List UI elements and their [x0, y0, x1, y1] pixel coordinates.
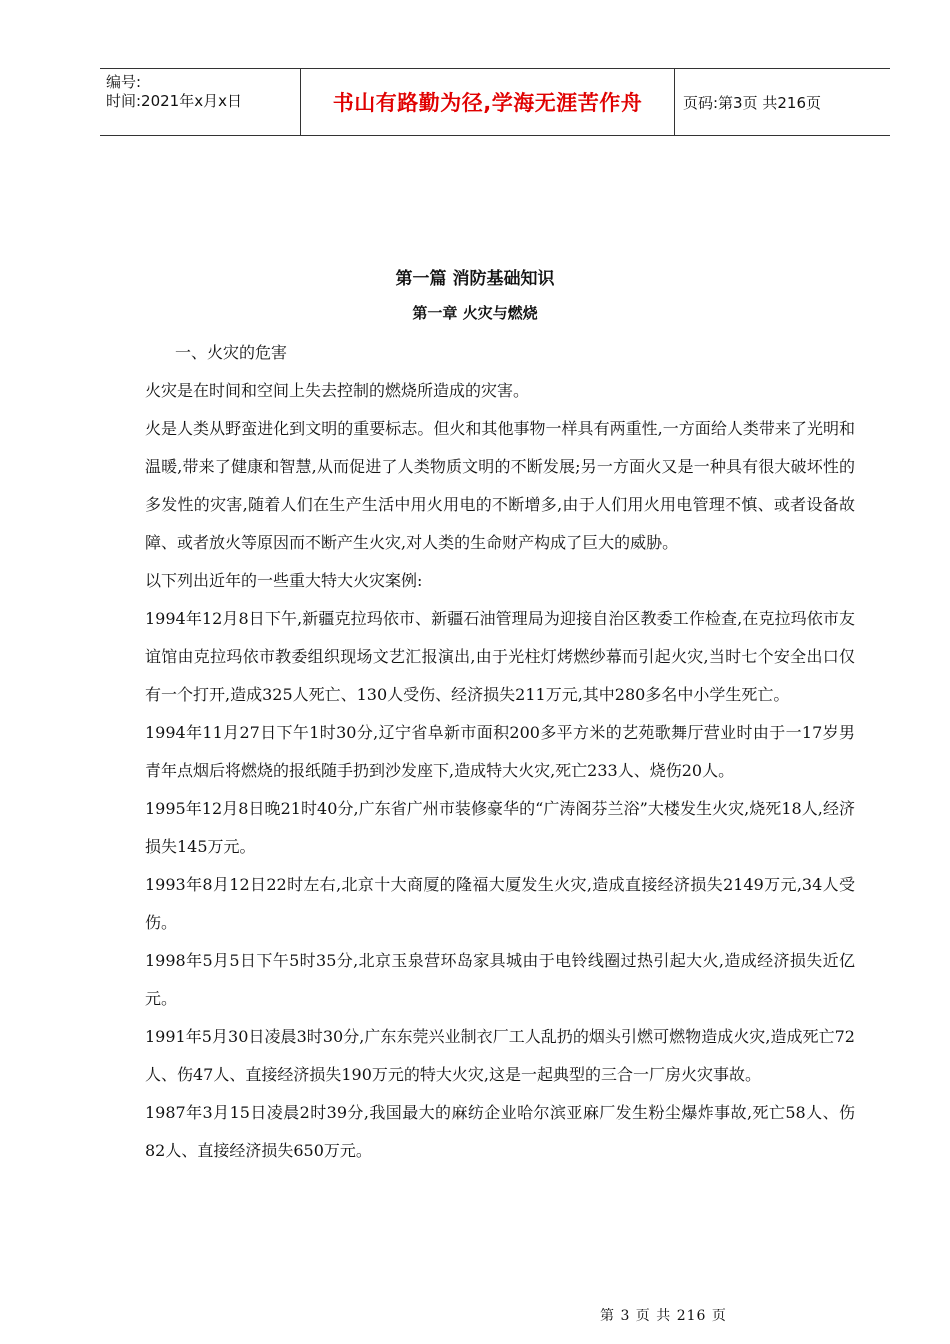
header-meta: [100, 69, 301, 135]
paragraph: 1993年8月12日22时左右,北京十大商厦的隆福大厦发生火灾,造成直接经济损失2149万元,34人受伤。: [145, 875, 855, 932]
document-number-label: 编号:: [106, 73, 142, 91]
paragraph: 1998年5月5日下午5时35分,北京玉泉营环岛家具城由于电铃线圈过热引起大火,造成经济损失近亿元。: [145, 951, 855, 1008]
paragraph: 1987年3月15日凌晨2时39分,我国最大的麻纺企业哈尔滨亚麻厂发生粉尘爆炸事故,死亡58人、伤82人、直接经济损失650万元。: [145, 1103, 855, 1160]
section-heading: 一、火灾的危害: [175, 343, 288, 362]
paragraph: 火是人类从野蛮进化到文明的重要标志。但火和其他事物一样具有两重性,一方面给人类带来了光明和温暖,带来了健康和智慧,从而促进了人类物质文明的不断发展;另一方面火又是一种具有很大破坏性的多发性的灾害,随着人们在生产生活中用火用电的不断增多,由于人们用火用电管理不慎、或者设备故障、或者放火等原因而不断产生火灾,对人类的生命财产构成了巨大的威胁。: [145, 419, 855, 552]
paragraph: 1994年12月8日下午,新疆克拉玛依市、新疆石油管理局为迎接自治区教委工作检查,在克拉玛依市友谊馆由克拉玛依市教委组织现场文艺汇报演出,由于光柱灯烤燃纱幕而引起火灾,当时七个安全出口仅有一个打开,造成325人死亡、130人受伤、经济损失211万元,其中280多名中小学生死亡。: [145, 609, 855, 704]
paragraph: 以下列出近年的一些重大特大火灾案例:: [145, 571, 423, 590]
document-time-label: 时间:2021年x月x日: [106, 92, 242, 110]
page-footer: 第 3 页 共 216 页: [600, 1308, 727, 1324]
chapter-title: 第一章 火灾与燃烧: [412, 304, 538, 322]
paragraph: 1995年12月8日晚21时40分,广东省广州市装修豪华的“广涛阁芬兰浴”大楼发生火灾,烧死18人,经济损失145万元。: [145, 799, 855, 856]
paragraph: 1991年5月30日凌晨3时30分,广东东莞兴业制衣厂工人乱扔的烟头引燃可燃物造成火灾,造成死亡72人、伤47人、直接经济损失190万元的特大火灾,这是一起典型的三合一厂房火灾事故。: [145, 1027, 855, 1084]
page-header: [100, 68, 890, 136]
document-body: [145, 334, 855, 1170]
paragraph: 火灾是在时间和空间上失去控制的燃烧所造成的灾害。: [145, 381, 530, 400]
paragraph: 1994年11月27日下午1时30分,辽宁省阜新市面积200多平方米的艺苑歌舞厅营业时由于一17岁男青年点烟后将燃烧的报纸随手扔到沙发座下,造成特大火灾,死亡233人、烧伤20人。: [145, 723, 855, 780]
part-title: 第一篇 消防基础知识: [395, 269, 555, 289]
header-motto: 书山有路勤为径,学海无涯苦作舟: [301, 69, 675, 135]
header-page-info: 页码:第3页 共216页: [683, 93, 821, 112]
